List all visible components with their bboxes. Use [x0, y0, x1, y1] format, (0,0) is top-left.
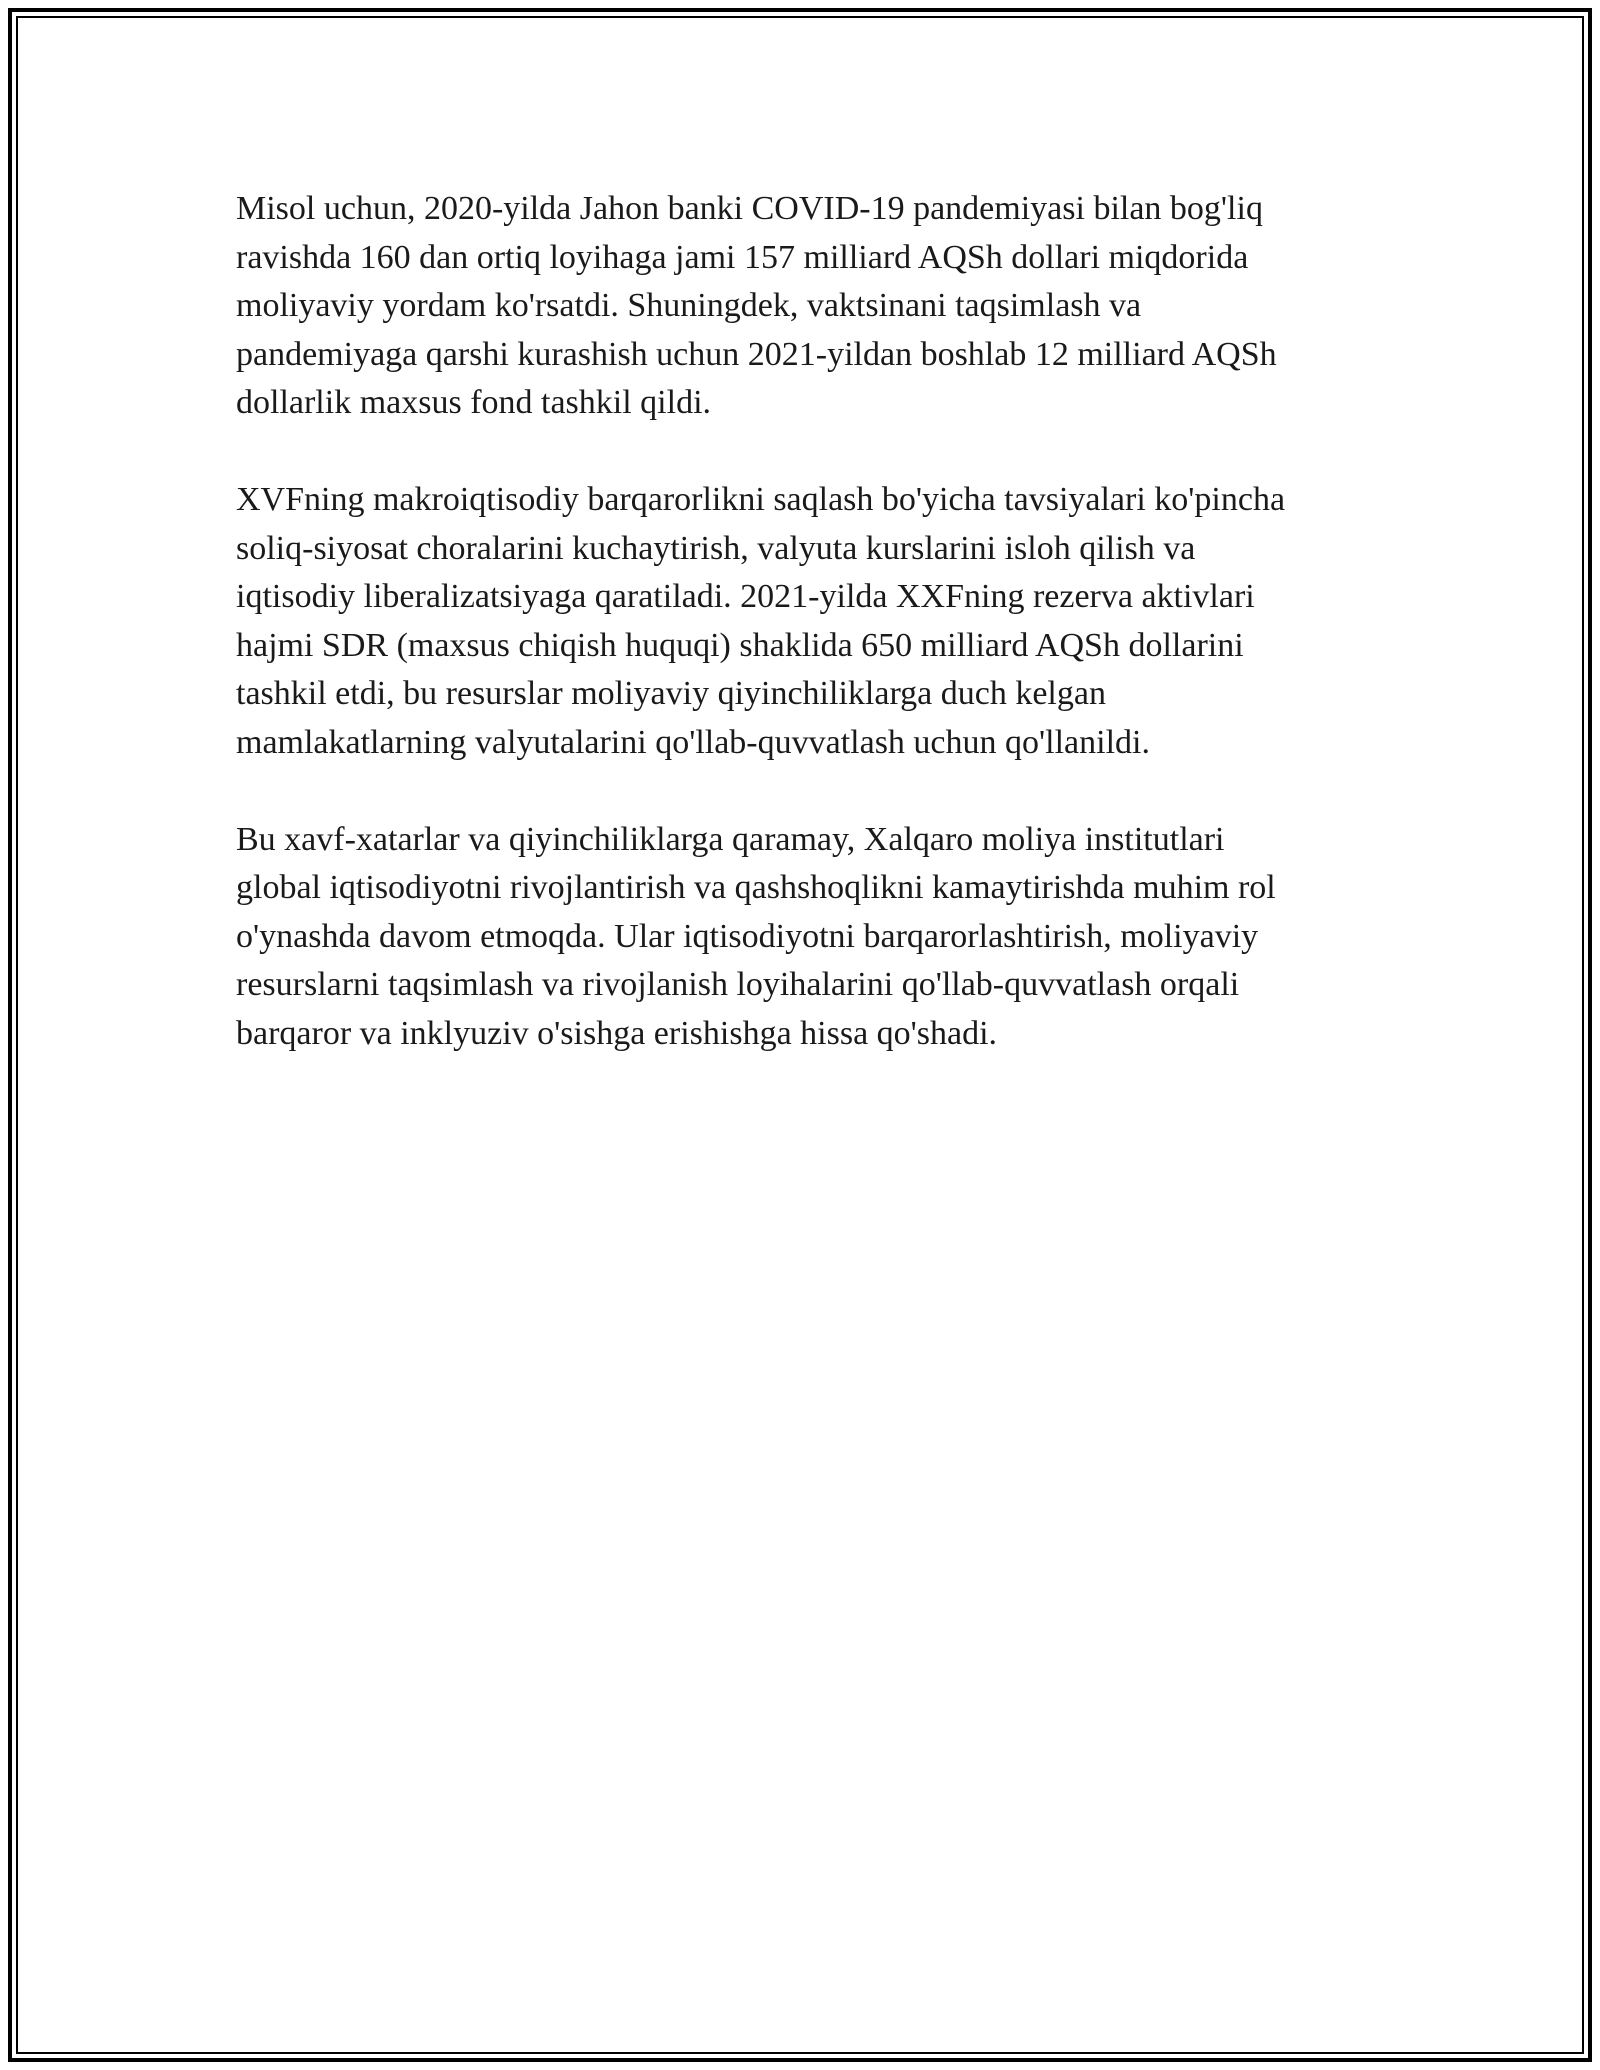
document-body	[236, 185, 1376, 1107]
paragraph-imf-recommendations: XVFning makroiqtisodiy barqarorlikni saqlash bo'yicha tavsiyalari ko'pincha soliq-siyosat choralarini kuchaytirish, valyuta kurslarini isloh qilish va iqtisodiy liberalizatsiyaga qaratiladi. 2021-yilda XXFning rezerva aktivlari hajmi SDR (maxsus chiqish huquqi) shaklida 650 milliard AQSh dollarini tashkil etdi, bu resurslar moliyaviy qiyinchiliklarga duch kelgan mamlakatlarning valyutalarini qo'llab-quvvatlash uchun qo'llanildi.	[236, 481, 1286, 761]
paragraph-institutions-role: Bu xavf-xatarlar va qiyinchiliklarga qaramay, Xalqaro moliya institutlari global iqtisodiyotni rivojlantirish va qashshoqlikni kamaytirishda muhim rol o'ynashda davom etmoqda. Ular iqtisodiyotni barqarorlashtirish, moliyaviy resurslarni taqsimlash va rivojlanish loyihalarini qo'llab-quvvatlash orqali barqaror va inklyuziv o'sishga erishishga hissa qo'shadi.	[236, 820, 1276, 1052]
paragraph-world-bank-covid: Misol uchun, 2020-yilda Jahon banki COVID-19 pandemiyasi bilan bog'liq ravishda 160 dan ortiq loyihaga jami 157 milliard AQSh dollari miqdorida moliyaviy yordam ko'rsatdi. Shuningdek, vaktsinani taqsimlash va pandemiyaga qarshi kurashish uchun 2021-yildan boshlab 12 milliard AQSh dollarlik maxsus fond tashkil qildi.	[236, 190, 1277, 421]
